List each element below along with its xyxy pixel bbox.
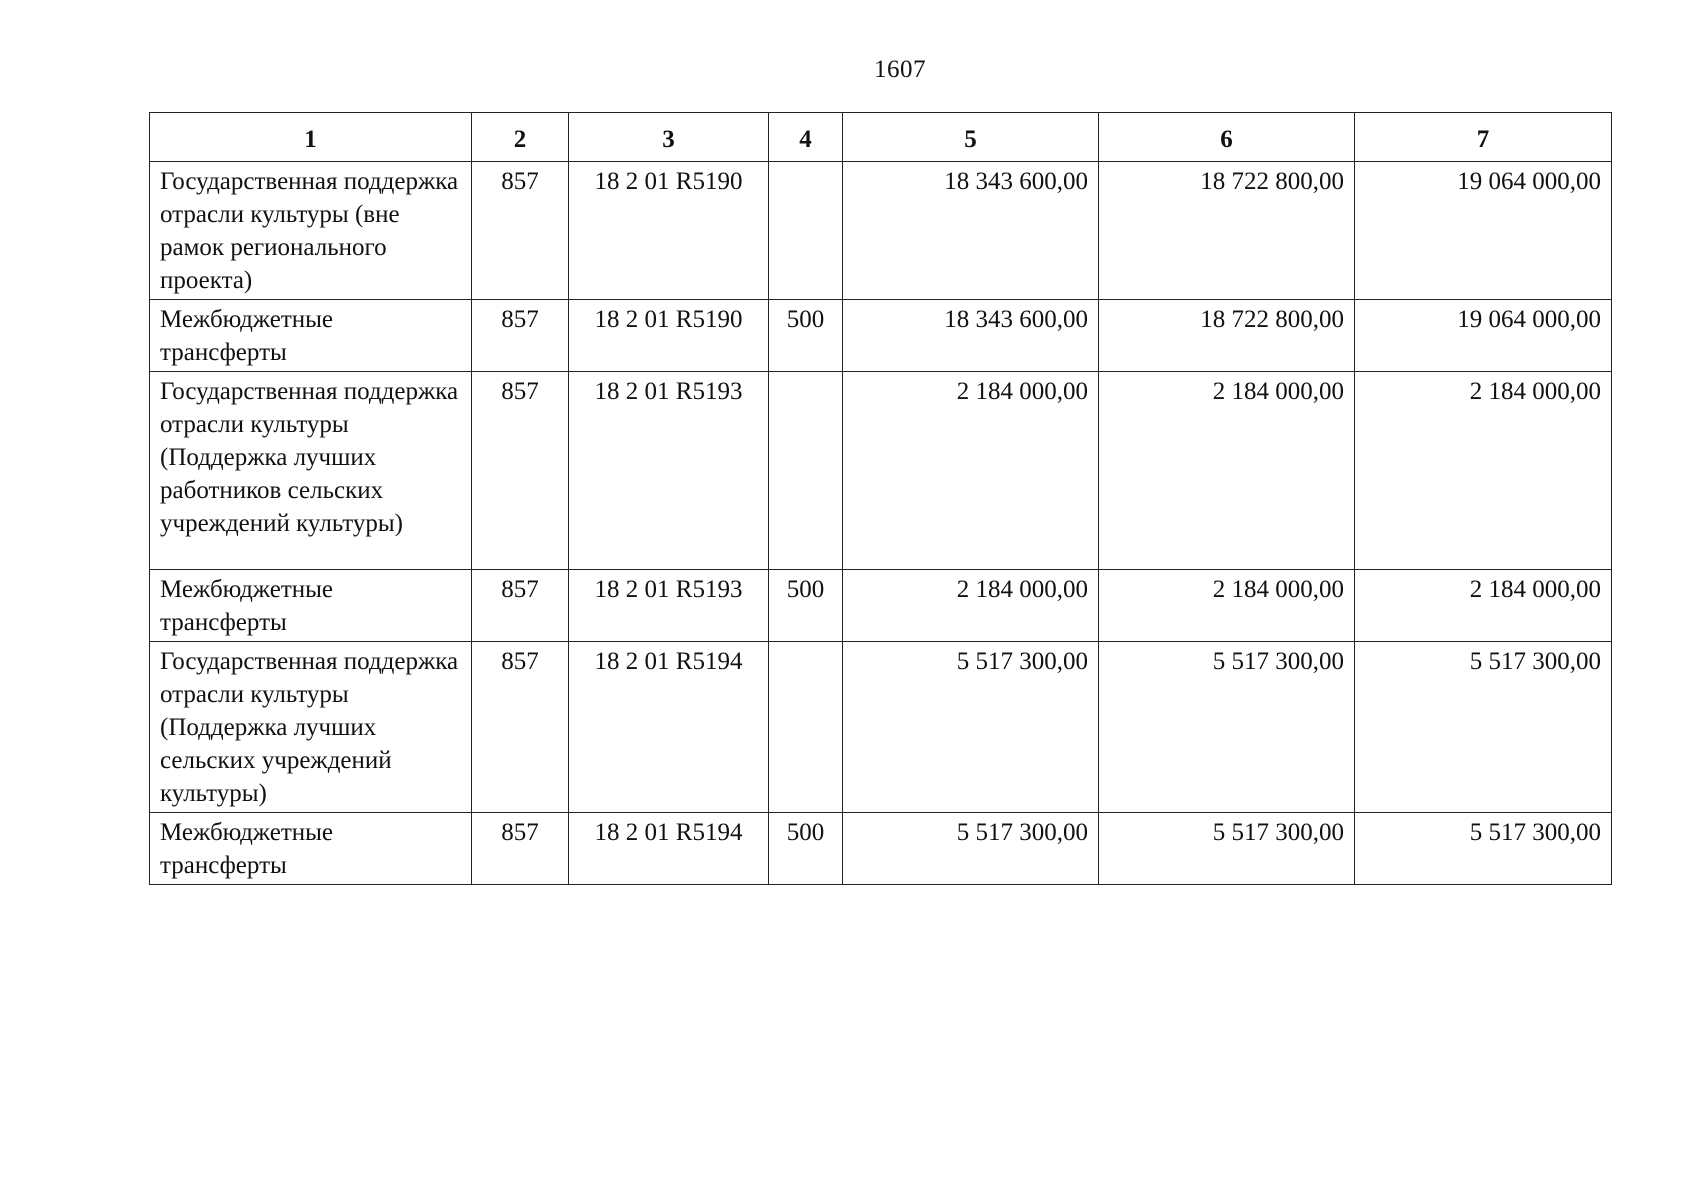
amount-col6: 2 184 000,00 <box>1099 372 1355 570</box>
table-row <box>150 642 1612 813</box>
amount-col7: 19 064 000,00 <box>1355 162 1612 300</box>
department-code: 857 <box>472 813 569 885</box>
item-name: Государственная поддержка отрасли культуры (вне рамок регионального проекта) <box>150 162 472 300</box>
amount-col5: 5 517 300,00 <box>843 813 1099 885</box>
amount-col6: 18 722 800,00 <box>1099 162 1355 300</box>
column-header-5: 5 <box>843 113 1099 162</box>
target-article-code: 18 2 01 R5194 <box>569 813 769 885</box>
amount-col7: 2 184 000,00 <box>1355 372 1612 570</box>
department-code: 857 <box>472 162 569 300</box>
department-code: 857 <box>472 570 569 642</box>
amount-col7: 19 064 000,00 <box>1355 300 1612 372</box>
target-article-code: 18 2 01 R5193 <box>569 372 769 570</box>
department-code: 857 <box>472 372 569 570</box>
amount-col7: 5 517 300,00 <box>1355 642 1612 813</box>
column-header-1: 1 <box>150 113 472 162</box>
column-header-4: 4 <box>769 113 843 162</box>
amount-col7: 5 517 300,00 <box>1355 813 1612 885</box>
amount-col5: 5 517 300,00 <box>843 642 1099 813</box>
expense-type-code: 500 <box>769 813 843 885</box>
item-name: Межбюджетные трансферты <box>150 300 472 372</box>
table-row <box>150 813 1612 885</box>
item-name: Межбюджетные трансферты <box>150 570 472 642</box>
budget-table <box>149 112 1612 885</box>
item-name: Государственная поддержка отрасли культуры (Поддержка лучших работников сельских учреждений культуры) <box>150 372 472 570</box>
column-header-7: 7 <box>1355 113 1612 162</box>
expense-type-code <box>769 642 843 813</box>
table-row <box>150 570 1612 642</box>
target-article-code: 18 2 01 R5193 <box>569 570 769 642</box>
item-name: Государственная поддержка отрасли культуры (Поддержка лучших сельских учреждений культуры) <box>150 642 472 813</box>
amount-col6: 2 184 000,00 <box>1099 570 1355 642</box>
expense-type-code <box>769 372 843 570</box>
target-article-code: 18 2 01 R5190 <box>569 300 769 372</box>
amount-col5: 2 184 000,00 <box>843 372 1099 570</box>
table-row <box>150 300 1612 372</box>
amount-col6: 18 722 800,00 <box>1099 300 1355 372</box>
table-row <box>150 372 1612 570</box>
column-header-6: 6 <box>1099 113 1355 162</box>
target-article-code: 18 2 01 R5190 <box>569 162 769 300</box>
amount-col5: 2 184 000,00 <box>843 570 1099 642</box>
table-row <box>150 162 1612 300</box>
amount-col6: 5 517 300,00 <box>1099 813 1355 885</box>
item-name: Межбюджетные трансферты <box>150 813 472 885</box>
expense-type-code <box>769 162 843 300</box>
header-row <box>150 113 1612 162</box>
expense-type-code: 500 <box>769 570 843 642</box>
column-header-2: 2 <box>472 113 569 162</box>
amount-col5: 18 343 600,00 <box>843 162 1099 300</box>
department-code: 857 <box>472 642 569 813</box>
page-number: 1607 <box>874 56 926 83</box>
expense-type-code: 500 <box>769 300 843 372</box>
amount-col5: 18 343 600,00 <box>843 300 1099 372</box>
target-article-code: 18 2 01 R5194 <box>569 642 769 813</box>
column-header-3: 3 <box>569 113 769 162</box>
amount-col7: 2 184 000,00 <box>1355 570 1612 642</box>
department-code: 857 <box>472 300 569 372</box>
amount-col6: 5 517 300,00 <box>1099 642 1355 813</box>
